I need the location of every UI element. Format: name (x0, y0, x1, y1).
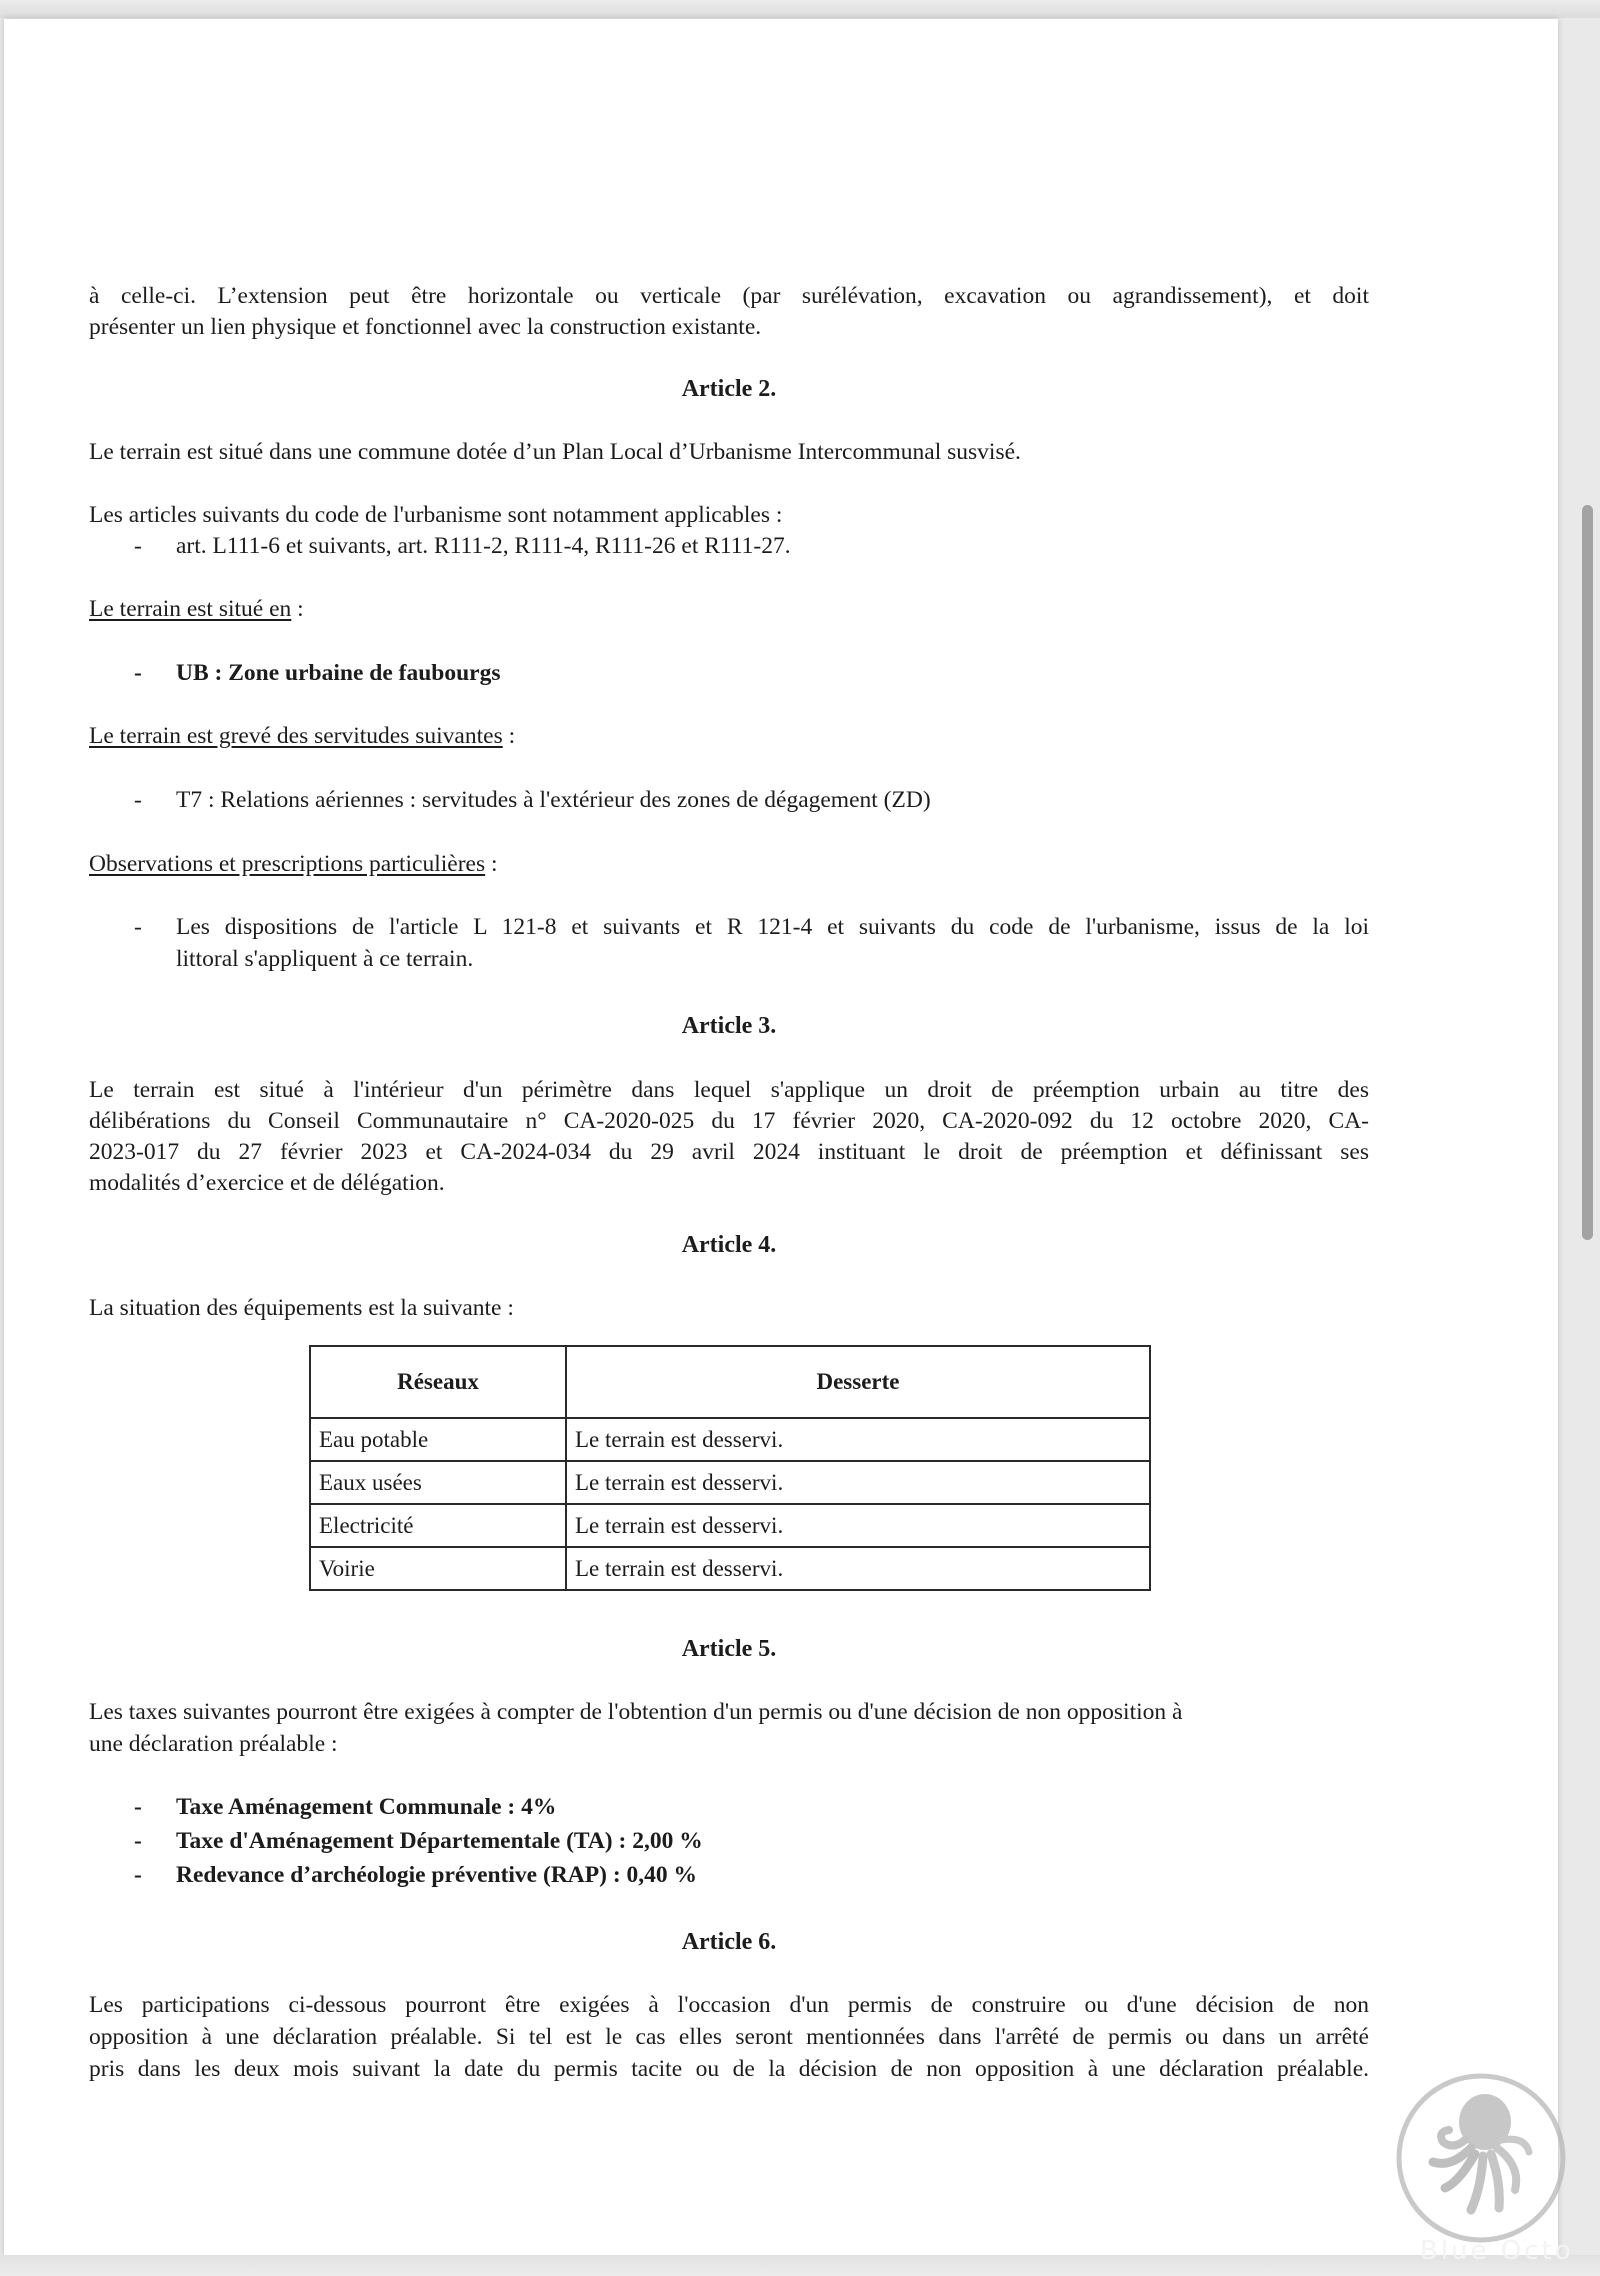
table-row (310, 1461, 1150, 1504)
table-row (310, 1418, 1150, 1461)
article-3-line-1: Le terrain est situé à l'intérieur d'un périmètre dans lequel s'applique un droit de préemption urbain au titre des (89, 1077, 1369, 1103)
intro-line-1: à celle-ci. L’extension peut être horizontale ou verticale (par surélévation, excavation ou agrandissement), et doit (89, 283, 1369, 309)
table-row (310, 1504, 1150, 1547)
article-3-line-2: délibérations du Conseil Communautaire n° CA-2020-025 du 17 février 2020, CA-2020-092 du 12 octobre 2020, CA- (89, 1108, 1369, 1134)
bullet-text: T7 : Relations aériennes : servitudes à l'extérieur des zones de dégagement (ZD) (176, 787, 931, 813)
cell-reseau: Voirie (310, 1547, 566, 1590)
tax-text: Taxe d'Aménagement Départementale (TA) : 2,00 % (176, 1828, 703, 1854)
article-4-heading: Article 4. (681, 1232, 777, 1258)
cell-desserte: Le terrain est desservi. (566, 1547, 1150, 1590)
zone-label-colon: : (291, 596, 304, 622)
observations-label-text: Observations et prescriptions particulières (89, 851, 486, 877)
cell-desserte: Le terrain est desservi. (566, 1461, 1150, 1504)
article-2-para-2: Les articles suivants du code de l'urbanisme sont notamment applicables : (89, 502, 783, 528)
article-6-heading: Article 6. (681, 1929, 777, 1955)
article-6-line-1: Les participations ci-dessous pourront être exigées à l'occasion d'un permis de construire ou d'une décision de non (89, 1992, 1369, 2018)
zone-label (89, 594, 1369, 625)
bullet-text: art. L111-6 et suivants, art. R111-2, R111-4, R111-26 et R111-27. (176, 533, 791, 559)
servitudes-label-colon: : (502, 723, 516, 749)
column-header-reseaux: Réseaux (310, 1346, 566, 1418)
bullet-dash: - (134, 1862, 142, 1888)
bullet-dash: - (134, 660, 142, 686)
bullet-text: UB : Zone urbaine de faubourgs (176, 660, 501, 686)
table-row (310, 1547, 1150, 1590)
article-2-para-1: Le terrain est situé dans une commune dotée d’un Plan Local d’Urbanisme Intercommunal susvisé. (89, 439, 1021, 465)
watermark-text: Blue Octo (1420, 2236, 1574, 2266)
viewer-bottom-bar (0, 2255, 1600, 2276)
table-header-row (310, 1346, 1150, 1418)
equipment-table (309, 1345, 1151, 1591)
cell-reseau: Eaux usées (310, 1461, 566, 1504)
column-header-desserte: Desserte (566, 1346, 1150, 1418)
bullet-dash: - (134, 533, 142, 559)
bullet-text-line-2: littoral s'appliquent à ce terrain. (176, 946, 474, 972)
article-6-line-3: pris dans les deux mois suivant la date du permis tacite ou de la décision de non opposition à une déclaration préalable. (89, 2056, 1369, 2082)
document-page (4, 19, 1558, 2255)
cell-desserte: Le terrain est desservi. (566, 1418, 1150, 1461)
bullet-text-line-1: Les dispositions de l'article L 121-8 et suivants et R 121-4 et suivants du code de l'urbanisme, issus de la loi (176, 914, 1369, 940)
article-3-line-3: 2023-017 du 27 février 2023 et CA-2024-034 du 29 avril 2024 instituant le droit de préemption et définissant ses (89, 1139, 1369, 1165)
article-5-line-1: Les taxes suivantes pourront être exigées à compter de l'obtention d'un permis ou d'une décision de non opposition à (89, 1699, 1183, 1725)
tax-text: Taxe Aménagement Communale : 4% (176, 1794, 557, 1820)
vertical-scrollbar[interactable] (1582, 505, 1593, 1240)
zone-label-text: Le terrain est situé en (89, 596, 292, 622)
cell-desserte: Le terrain est desservi. (566, 1504, 1150, 1547)
article-2-heading: Article 2. (681, 376, 777, 402)
article-5-heading: Article 5. (681, 1636, 777, 1662)
observations-label (89, 849, 1369, 880)
servitudes-label (89, 721, 1369, 752)
bullet-dash: - (134, 914, 142, 940)
bullet-dash: - (134, 1794, 142, 1820)
article-4-intro: La situation des équipements est la suivante : (89, 1295, 514, 1321)
servitudes-label-text: Le terrain est grevé des servitudes suivantes (89, 723, 503, 749)
octopus-seal-icon (1393, 2070, 1569, 2246)
article-6-line-2: opposition à une déclaration préalable. Si tel est le cas elles seront mentionnées dans l'arrêté de permis ou dans un arrêté (89, 2024, 1369, 2050)
bullet-dash: - (134, 787, 142, 813)
article-3-line-4: modalités d’exercice et de délégation. (89, 1170, 445, 1196)
viewer-top-bar (0, 0, 1600, 18)
tax-text: Redevance d’archéologie préventive (RAP) : 0,40 % (176, 1862, 698, 1888)
cell-reseau: Electricité (310, 1504, 566, 1547)
bullet-dash: - (134, 1828, 142, 1854)
intro-line-2: présenter un lien physique et fonctionnel avec la construction existante. (89, 314, 762, 340)
cell-reseau: Eau potable (310, 1418, 566, 1461)
article-5-line-2: une déclaration préalable : (89, 1731, 338, 1757)
article-3-heading: Article 3. (681, 1013, 777, 1039)
observations-label-colon: : (485, 851, 498, 877)
